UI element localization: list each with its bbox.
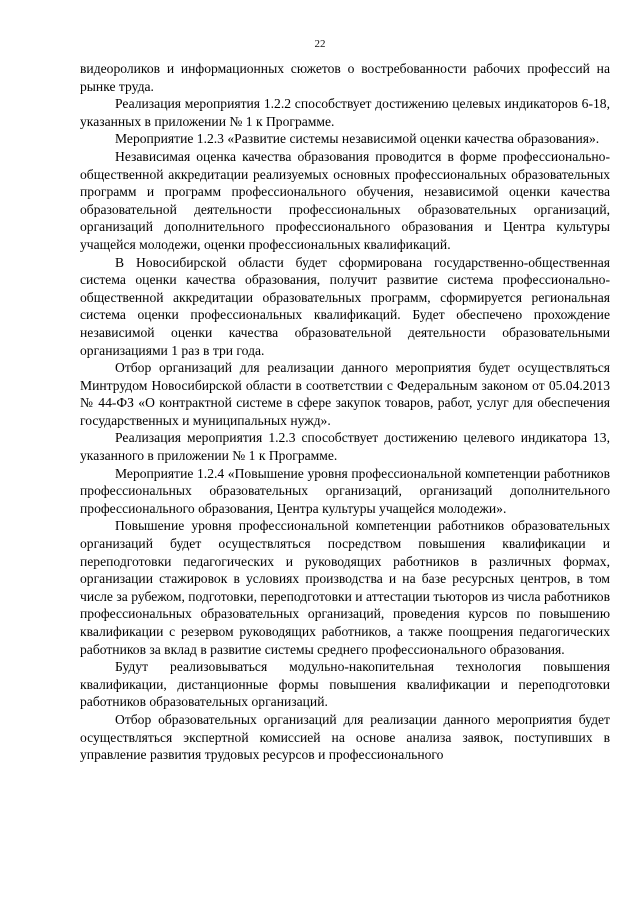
paragraph-7: Реализация мероприятия 1.2.3 способствует достижению целевого индикатора 13, указанного в приложении № 1 к Программе. xyxy=(80,430,610,464)
paragraph-4: Независимая оценка качества образования проводится в форме профессионально-общественной аккредитации реализуемых основных профессиональных образовательных программ и программ профессионального обучения, независимой оценки качества образовательной деятельности профессиональных образовательных организаций, организаций дополнительного профессионального образования и Центра культуры учащейся молодежи, оценки профессиональных квалификаций. xyxy=(80,148,610,252)
document-body xyxy=(80,60,610,764)
paragraph-2: Реализация мероприятия 1.2.2 способствует достижению целевых индикаторов 6-18, указанных в приложении № 1 к Программе. xyxy=(80,96,610,129)
paragraph-5: В Новосибирской области будет сформирована государственно-общественная система оценки качества образования, получит развитие система профессионально-общественной аккредитации образовательных программ, сформируется региональная система оценки профессиональных квалификаций. Будет обеспечено прохождение независимой оценки качества образовательной деятельности образовательными организациями 1 раз в три года. xyxy=(80,254,610,358)
paragraph-10: Будут реализовываться модульно-накопительная технология повышения квалификации, дистанционные формы повышения квалификации и переподготовки работников образовательных организаций. xyxy=(80,659,610,710)
paragraph-8: Мероприятие 1.2.4 «Повышение уровня профессиональной компетенции работников профессиональных образовательных организаций, организаций дополнительного профессионального образования, Центра культуры учащейся молодежи». xyxy=(80,465,610,516)
paragraph-11: Отбор образовательных организаций для реализации данного мероприятия будет осуществляться экспертной комиссией на основе анализа заявок, поступивших в управление развития трудовых ресурсов и профессионального xyxy=(80,711,610,763)
paragraph-3: Мероприятие 1.2.3 «Развитие системы независимой оценки качества образования». xyxy=(115,131,600,147)
page-number: 22 xyxy=(314,38,326,50)
paragraph-1: видеороликов и информационных сюжетов о востребованности рабочих профессий на рынке труда. xyxy=(80,61,610,94)
paragraph-6: Отбор организаций для реализации данного мероприятия будет осуществляться Минтрудом Новосибирской области в соответствии с Федеральным законом от 05.04.2013 № 44-ФЗ «О контрактной системе в сфере закупок товаров, работ, услуг для обеспечения государственных и муниципальных нужд». xyxy=(80,360,610,428)
paragraph-9: Повышение уровня профессиональной компетенции работников образовательных организаций будет осуществляться посредством повышения квалификации и переподготовки педагогических и руководящих работников в различных формах, организации стажировок в условиях производства и на базе ресурсных центров, в том числе за рубежом, подготовки, переподготовки и аттестации тьюторов из числа работников профессиональных образовательных организаций, проведения курсов по повышению квалификации с резервом руководящих работников, а также поощрения педагогических работников за вклад в развитие системы среднего профессионального образования. xyxy=(80,518,610,657)
